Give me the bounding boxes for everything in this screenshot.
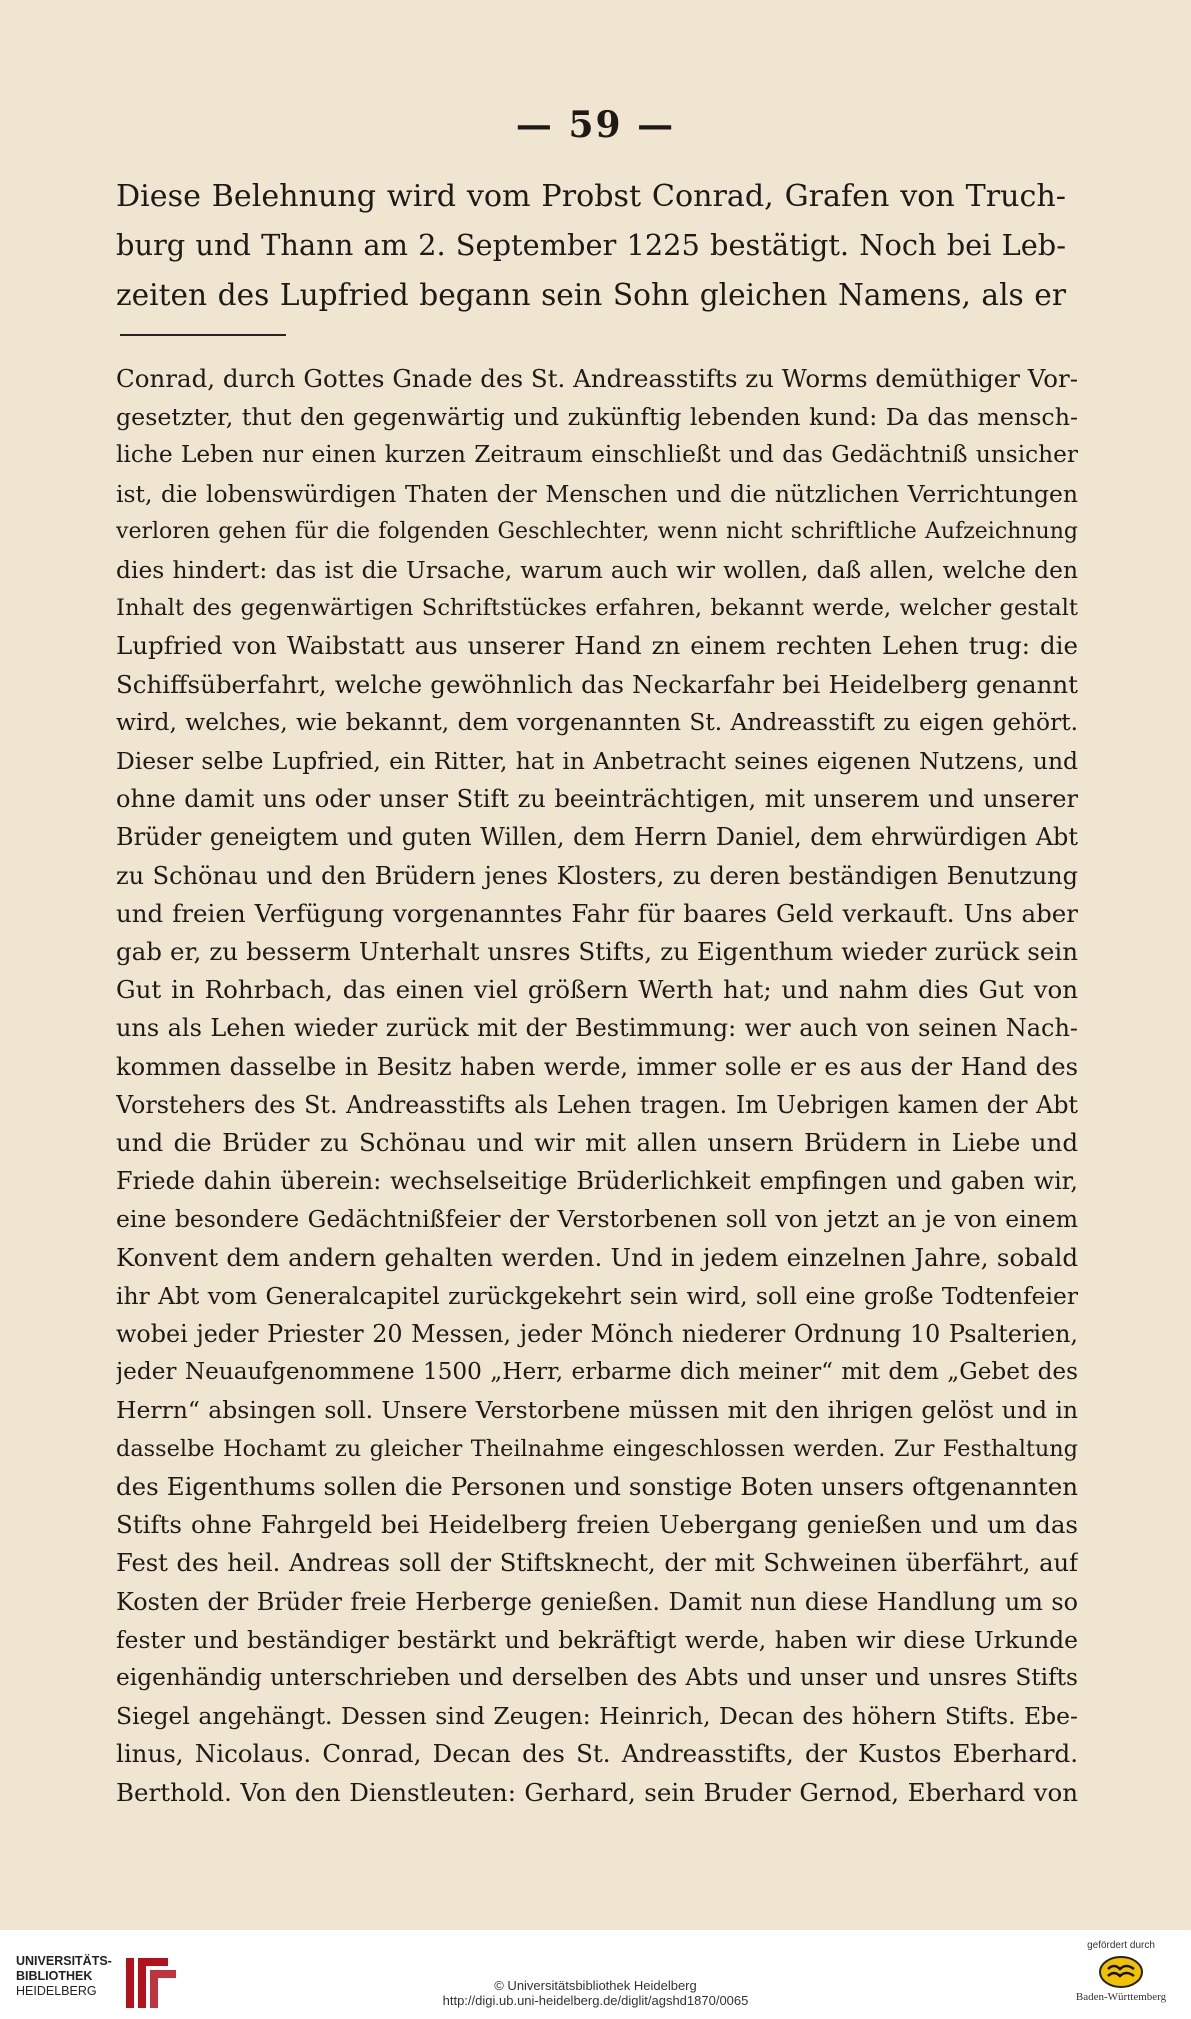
footnote-line: wird, welches, wie bekannt, dem vorgenannten St. Andreasstift zu eigen gehört. xyxy=(116,708,1078,736)
main-text-block xyxy=(116,172,1066,319)
footnote-line: und die Brüder zu Schönau und wir mit allen unsern Brüdern in Liebe und xyxy=(116,1128,1078,1158)
footnote-line: Friede dahin überein: wechselseitige Brüderlichkeit empfingen und gaben wir, xyxy=(116,1167,1078,1196)
footnote-line: eine besondere Gedächtnißfeier der Verstorbenen soll von jetzt an je von einem xyxy=(116,1205,1078,1234)
footnote-line: Conrad, durch Gottes Gnade des St. Andreasstifts zu Worms demüthiger Vor- xyxy=(116,364,1078,393)
footnote-line: eigenhändig unterschrieben und derselben des Abts und unser und unsres Stifts xyxy=(116,1663,1078,1691)
footnote-block xyxy=(116,360,1078,1812)
main-text-line: burg und Thann am 2. September 1225 bestätigt. Noch bei Leb- xyxy=(116,228,1066,262)
footnote-line: Konvent dem andern gehalten werden. Und in jedem einzelnen Jahre, sobald xyxy=(116,1242,1078,1272)
library-name-line: UNIVERSITÄTS- xyxy=(16,1954,112,1968)
footnote-line: uns als Lehen wieder zurück mit der Bestimmung: wer auch von seinen Nach- xyxy=(116,1014,1078,1043)
state-seal-icon xyxy=(1098,1955,1144,1989)
footnote-line: gab er, zu besserm Unterhalt unsres Stifts, zu Eigenthum wieder zurück sein xyxy=(116,937,1078,967)
library-name-line: HEIDELBERG xyxy=(16,1984,97,1998)
footnote-line: dasselbe Hochamt zu gleicher Theilnahme eingeschlossen werden. Zur Festhaltung xyxy=(116,1435,1078,1462)
footnote-line: jeder Neuaufgenommene 1500 „Herr, erbarme dich meiner“ mit dem „Gebet des xyxy=(116,1358,1078,1386)
footnote-line: linus, Nicolaus. Conrad, Decan des St. Andreasstifts, der Kustos Eberhard. xyxy=(116,1739,1078,1769)
library-name-line: BIBLIOTHEK xyxy=(16,1969,93,1983)
footnote-line: und freien Verfügung vorgenanntes Fahr für baares Geld verkauft. Uns aber xyxy=(116,898,1078,928)
footnote-line: dies hindert: das ist die Ursache, warum auch wir wollen, daß allen, welche den xyxy=(116,556,1078,585)
footnote-line: verloren gehen für die folgenden Geschlechter, wenn nicht schriftliche Aufzeichnung xyxy=(116,518,1078,544)
footnote-line: Lupfried von Waibstatt aus unserer Hand zn einem rechten Lehen trug: die xyxy=(116,631,1078,661)
footnote-line: Vorstehers des St. Andreasstifts als Lehen tragen. Im Uebrigen kamen der Abt xyxy=(116,1090,1078,1119)
footnote-line: ihr Abt vom Generalcapitel zurückgekehrt sein wird, soll eine große Todtenfeier xyxy=(116,1281,1078,1310)
sponsor xyxy=(1071,1940,1171,2003)
page-number: — 59 — xyxy=(515,104,676,146)
footnote-line: ohne damit uns oder unser Stift zu beeinträchtigen, mit unserem und unserer xyxy=(116,785,1078,814)
main-text-line: zeiten des Lupfried begann sein Sohn gleichen Namens, als er xyxy=(116,277,1066,312)
copyright-text: © Universitätsbibliothek Heidelberg xyxy=(494,1978,697,1993)
footnote-line: Kosten der Brüder freie Herberge genießen. Damit nun diese Handlung um so xyxy=(116,1587,1078,1616)
main-text-line: Diese Belehnung wird vom Probst Conrad, Grafen von Truch- xyxy=(116,179,1066,214)
footnote-line: Schiffsüberfahrt, welche gewöhnlich das Neckarfahr bei Heidelberg genannt xyxy=(116,669,1078,699)
footnote-line: liche Leben nur einen kurzen Zeitraum einschließt und das Gedächtniß unsicher xyxy=(116,441,1078,469)
footnote-line: Dieser selbe Lupfried, ein Ritter, hat in Anbetracht seines eigenen Nutzens, und xyxy=(116,747,1078,776)
footnote-line: Berthold. Von den Dienstleuten: Gerhard, sein Bruder Gernod, Eberhard von xyxy=(116,1777,1078,1807)
footnote-line: des Eigenthums sollen die Personen und sonstige Boten unsers oftgenannten xyxy=(116,1471,1078,1501)
footnote-line: gesetzter, thut den gegenwärtig und zukünftig lebenden kund: Da das mensch- xyxy=(116,403,1078,432)
footnote-line: ist, die lobenswürdigen Thaten der Menschen und die nützlichen Verrichtungen xyxy=(116,479,1078,508)
footnote-line: Siegel angehängt. Dessen sind Zeugen: Heinrich, Decan des höhern Stifts. Ebe- xyxy=(116,1702,1078,1731)
footnote-line: Brüder geneigtem und guten Willen, dem Herrn Daniel, dem ehrwürdigen Abt xyxy=(116,823,1078,852)
footnote-line: Gut in Rohrbach, das einen viel größern Werth hat; und nahm dies Gut von xyxy=(116,975,1078,1005)
sponsor-name: Baden-Württemberg xyxy=(1075,1991,1167,2003)
footnote-line: Inhalt des gegenwärtigen Schriftstückes erfahren, bekannt werde, welcher gestalt xyxy=(116,595,1078,622)
page-footer xyxy=(0,1930,1191,2019)
footnote-line: fester und beständiger bestärkt und bekräftigt werde, haben wir diese Urkunde xyxy=(116,1625,1078,1654)
copyright-notice xyxy=(0,1978,1191,2008)
footnote-line: Herrn“ absingen soll. Unsere Verstorbene müssen mit den ihrigen gelöst und in xyxy=(116,1396,1078,1425)
footnote-line: Fest des heil. Andreas soll der Stiftsknecht, der mit Schweinen überfährt, auf xyxy=(116,1549,1078,1578)
footnote-line: Stifts ohne Fahrgeld bei Heidelberg freien Uebergang genießen und um das xyxy=(116,1510,1078,1540)
footnote-line: zu Schönau und den Brüdern jenes Klosters, zu deren beständigen Benutzung xyxy=(116,861,1078,890)
footnote-line: wobei jeder Priester 20 Messen, jeder Mönch niederer Ordnung 10 Psalterien, xyxy=(116,1320,1078,1349)
source-url[interactable]: http://digi.ub.uni-heidelberg.de/diglit/agshd1870/0065 xyxy=(442,1993,749,2008)
sponsor-label: gefördert durch xyxy=(1087,1940,1155,1951)
footnote-divider xyxy=(120,334,286,336)
footnote-line: kommen dasselbe in Besitz haben werde, immer solle er es aus der Hand des xyxy=(116,1052,1078,1081)
